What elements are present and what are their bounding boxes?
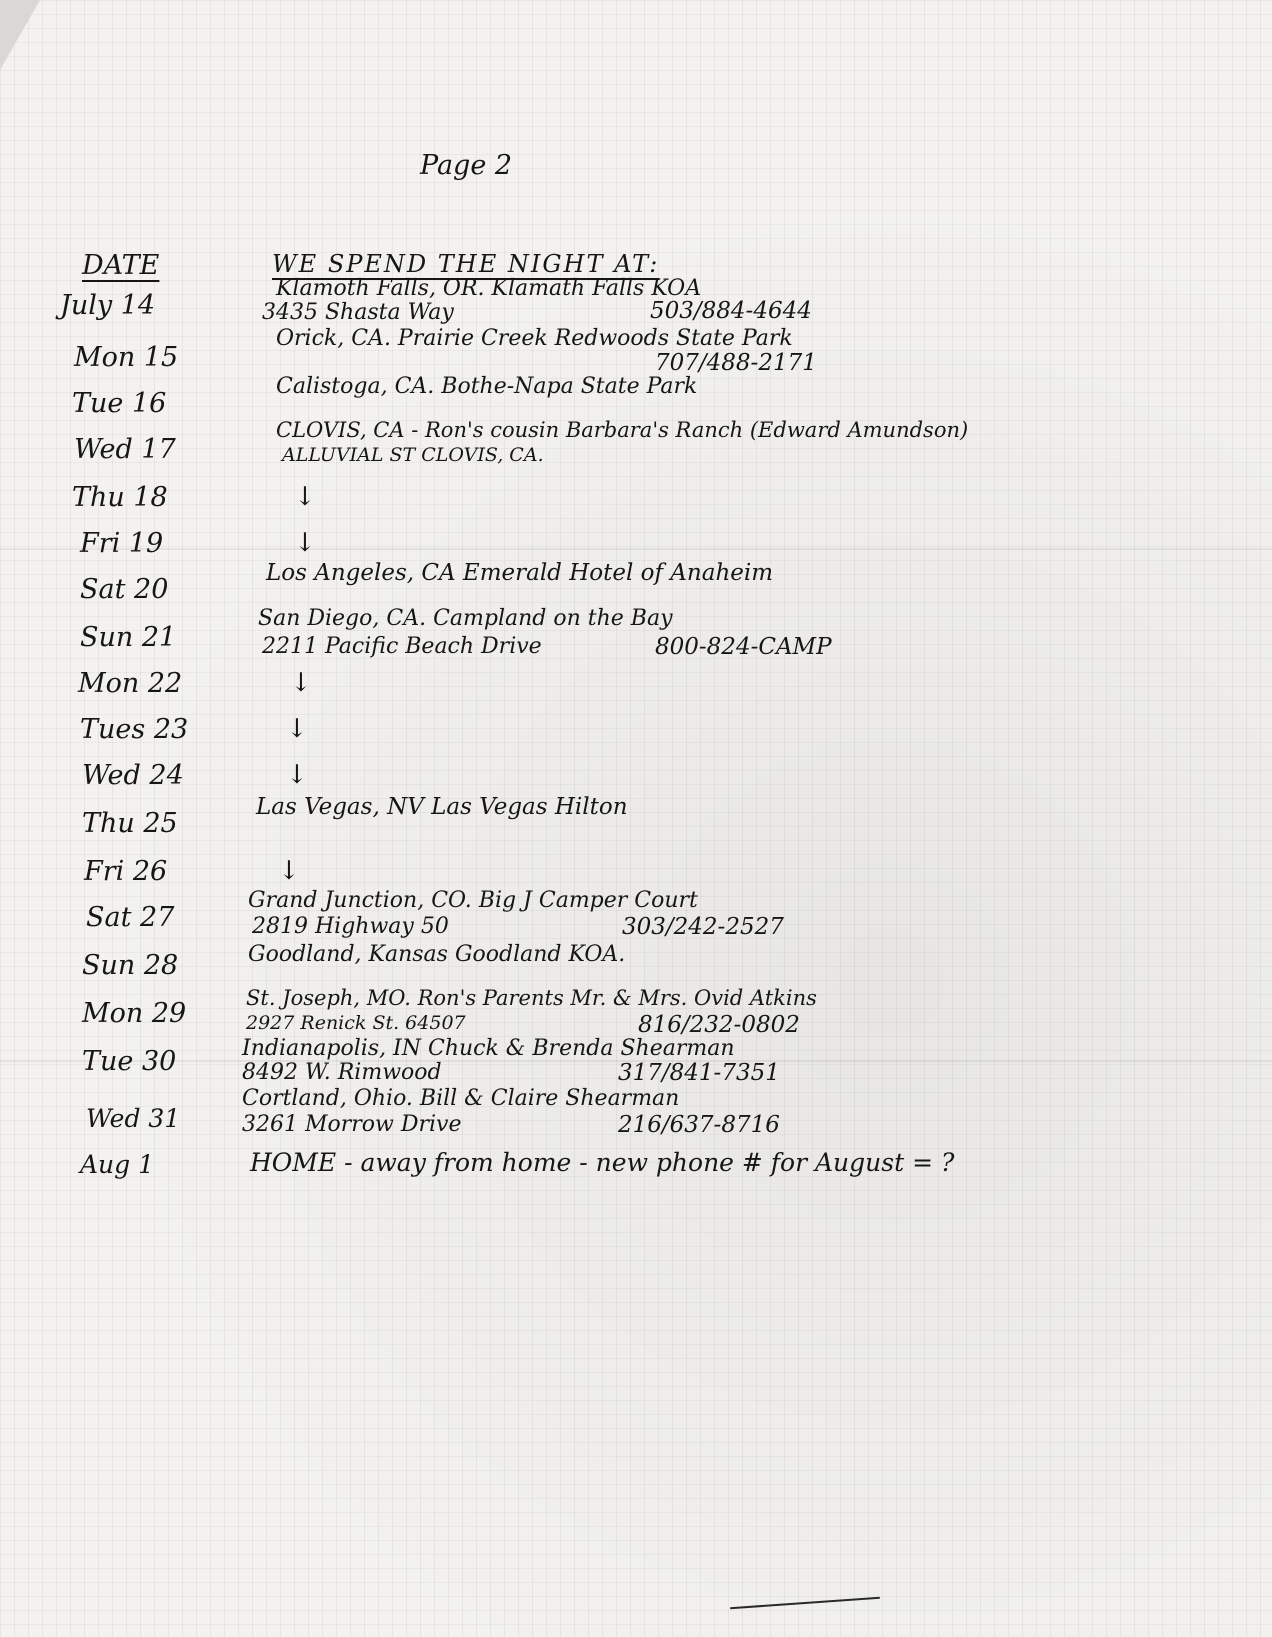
entry-line: 8492 W. Rimwood [242,1060,442,1085]
continue-arrow-icon: ↓ [286,760,308,790]
paper-crease [0,548,1272,550]
entry-date: Fri 26 [84,856,168,887]
entry-line: HOME - away from home - new phone # for August = ? [250,1148,955,1177]
entry-date: Thu 18 [72,482,168,513]
entry-line: ALLUVIAL ST CLOVIS, CA. [282,444,544,466]
entry-date: Sat 20 [80,574,169,605]
entry-date: Mon 15 [74,342,179,373]
entry-phone: 317/841-7351 [618,1060,780,1086]
entry-date: Tue 16 [72,388,167,419]
entry-date: Sun 21 [80,622,177,653]
entry-phone: 707/488-2171 [655,350,817,376]
date-column-heading: DATE [82,250,160,281]
entry-date: Mon 22 [78,668,183,699]
entry-line: Los Angeles, CA Emerald Hotel of Anaheim [266,560,774,586]
entry-date: Sun 28 [82,950,179,981]
continue-arrow-icon: ↓ [286,714,308,744]
entry-date: Tue 30 [82,1046,177,1077]
entry-date: Fri 19 [80,528,164,559]
entry-line: Klamoth Falls, OR. Klamath Falls KOA [276,276,702,301]
continue-arrow-icon: ↓ [294,528,316,558]
continue-arrow-icon: ↓ [278,856,300,886]
entry-line: Grand Junction, CO. Big J Camper Court [248,888,698,913]
entry-phone: 503/884-4644 [650,298,812,324]
entry-line: 3435 Shasta Way [262,300,454,325]
entry-phone: 816/232-0802 [638,1012,800,1038]
entry-line: Goodland, Kansas Goodland KOA. [248,942,626,967]
entry-date: Sat 27 [86,902,175,933]
entry-phone: 800-824-CAMP [655,634,832,660]
entry-line: 3261 Morrow Drive [242,1112,462,1137]
entry-date: July 14 [60,290,156,321]
entry-date: Wed 24 [82,760,184,791]
entry-line: 2819 Highway 50 [252,914,449,939]
entry-date: Wed 17 [74,434,176,465]
entry-date: Wed 31 [86,1104,181,1133]
entry-line: Orick, CA. Prairie Creek Redwoods State Park [276,326,793,351]
continue-arrow-icon: ↓ [294,482,316,512]
entry-line: Calistoga, CA. Bothe-Napa State Park [276,374,698,399]
entry-line: 2211 Pacific Beach Drive [262,634,542,659]
entry-phone: 216/637-8716 [618,1112,780,1138]
entry-date: Aug 1 [80,1150,155,1179]
entry-date: Mon 29 [82,998,187,1029]
entry-line: Indianapolis, IN Chuck & Brenda Shearman [242,1036,735,1061]
entry-line: Cortland, Ohio. Bill & Claire Shearman [242,1086,680,1111]
entry-date: Tues 23 [80,714,189,745]
continue-arrow-icon: ↓ [290,668,312,698]
page-number: Page 2 [420,150,513,181]
entry-line: CLOVIS, CA - Ron's cousin Barbara's Ranch (Edward Amundson) [276,418,969,442]
entry-date: Thu 25 [82,808,178,839]
entry-line: Las Vegas, NV Las Vegas Hilton [256,794,628,820]
place-column-heading: WE SPEND THE NIGHT AT: [272,250,660,278]
pen-stroke-mark [730,1597,880,1609]
entry-line: San Diego, CA. Campland on the Bay [258,606,673,631]
entry-phone: 303/242-2527 [622,914,784,940]
entry-line: 2927 Renick St. 64507 [246,1012,466,1034]
folded-corner [0,0,40,70]
entry-line: St. Joseph, MO. Ron's Parents Mr. & Mrs. Ovid Atkins [246,986,817,1010]
